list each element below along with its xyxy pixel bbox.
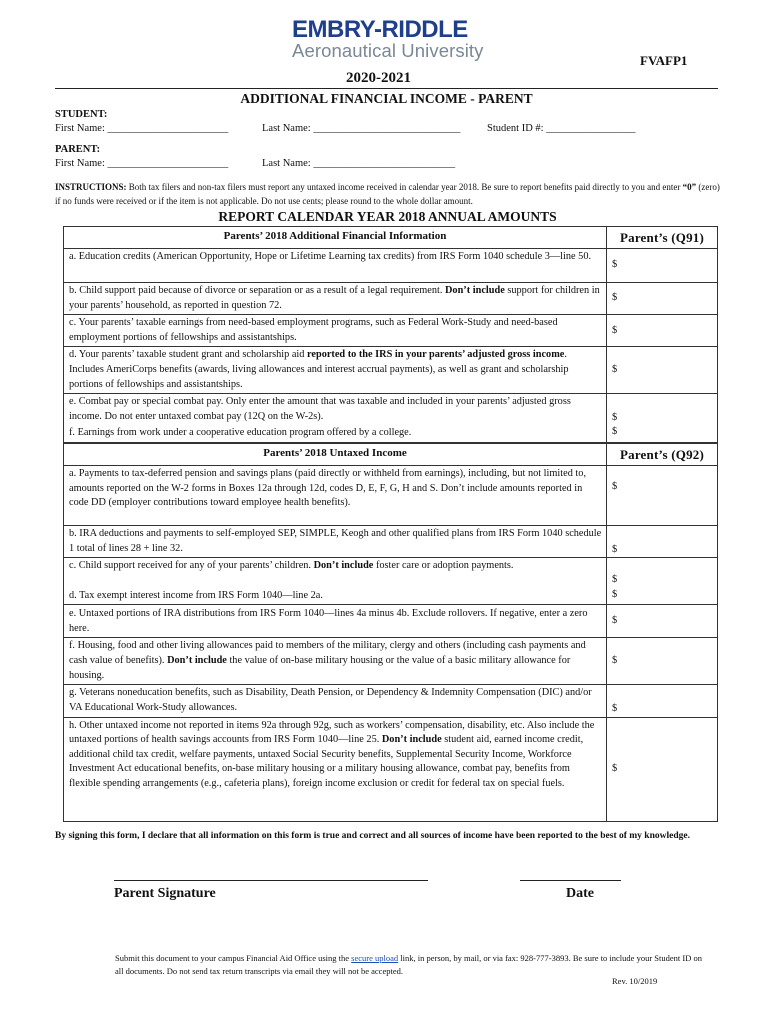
q91f-description: f. Earnings from work under a cooperative education program offered by a college. [64, 425, 607, 442]
table-row [64, 717, 718, 821]
q91d-text: d. Your parents’ taxable student grant and scholarship aid [69, 349, 308, 361]
instructions-zero: “0” [682, 182, 697, 192]
secure-upload-link[interactable]: secure upload [351, 953, 399, 963]
instructions [55, 181, 720, 209]
table-row [64, 282, 718, 314]
q92c-text-cont: foster care or adoption payments. [373, 560, 514, 572]
table-row [64, 685, 718, 717]
q92h-description [64, 717, 607, 821]
q92f-description [64, 638, 607, 685]
table-row [64, 525, 718, 557]
parent-heading: PARENT: [55, 144, 101, 155]
q92a-amount-field[interactable] [607, 465, 718, 525]
q92f-text: f. Housing, food and other living allowances paid to members of the military, clergy and others (including cash payments and cash value of benefits). [69, 640, 586, 667]
q92f-amount-field[interactable] [607, 638, 718, 685]
footer-text: Submit this document to your campus Financial Aid Office using the [115, 953, 352, 963]
q92e-amount-field[interactable] [607, 605, 718, 638]
university-logo-subtitle: Aeronautical University [292, 40, 484, 61]
signature-label: Parent Signature [114, 886, 216, 901]
date-label: Date [566, 886, 594, 901]
q92h-amount-field[interactable] [607, 717, 718, 821]
q92c-emphasis: Don’t include [313, 560, 374, 572]
q92d-amount-field[interactable] [607, 588, 718, 605]
footer-text-cont: link, in person, by mail, or via fax: 928-777-3893. Be sure to include your Student ID on all documents. Do not send tax return transcripts via email they will not be accepted. [115, 953, 702, 976]
award-year: 2020-2021 [346, 70, 411, 86]
student-first-name-field[interactable]: First Name: _______________________ [55, 123, 229, 134]
table2-header: Parents’ 2018 Untaxed Income [64, 444, 607, 466]
table-row [64, 465, 718, 525]
declaration-statement: By signing this form, I declare that all information on this form is true and correct and all sources of income have been reported to the best of my knowledge. [55, 831, 690, 841]
dollar-sign: $ [612, 655, 618, 667]
q92a-description: a. Payments to tax-deferred pension and savings plans (paid directly or withheld from earnings), including, but not limited to, amounts reported on the W-2 forms in Boxes 12a through 12d, codes D, E, F, G, H and S. Don’t include amounts reported in code DD (employer contributions toward employee health benefits). [64, 465, 607, 525]
submission-instructions [115, 952, 705, 978]
q91c-description: c. Your parents’ taxable earnings from need-based employment programs, such as Federal Work-Study and need-based employment portions of fellowships and assistantships. [64, 315, 607, 347]
student-heading: STUDENT: [55, 109, 108, 120]
q92h-emphasis: Don’t include [381, 734, 442, 746]
q91d-emphasis: reported to the IRS in your parents’ adjusted gross income [307, 349, 565, 361]
q91b-text-cont: support for children in your parents’ household, as reported in question 72. [69, 284, 600, 311]
dollar-sign: $ [612, 762, 618, 774]
dollar-sign: $ [612, 324, 618, 336]
q91b-amount-field[interactable] [607, 282, 718, 314]
q91b-text: b. Child support paid because of divorce or separation or as a result of a legal requirement. [69, 284, 445, 296]
date-line[interactable] [520, 880, 621, 881]
student-last-name-field[interactable]: Last Name: ____________________________ [262, 123, 461, 134]
dollar-sign: $ [612, 364, 618, 376]
table-row [64, 248, 718, 282]
header-divider [55, 88, 718, 89]
revision-date: Rev. 10/2019 [612, 976, 658, 986]
q92c-description [64, 558, 607, 588]
dollar-sign: $ [612, 259, 618, 271]
dollar-sign: $ [612, 480, 618, 492]
q92b-amount-field[interactable] [607, 525, 718, 557]
table2-amount-header: Parent’s (Q92) [607, 444, 718, 466]
table-row [64, 315, 718, 347]
table1-amount-header: Parent’s (Q91) [607, 227, 718, 249]
q91d-description [64, 347, 607, 394]
signature-line[interactable] [114, 880, 428, 881]
q92g-description: g. Veterans noneducation benefits, such as Disability, Death Pension, or Dependency & Indemnity Compensation (DIC) and/or VA Educational Work-Study allowances. [64, 685, 607, 717]
instructions-text: Both tax filers and non-tax filers must report any untaxed income received in calendar year 2018. Be sure to report benefits paid directly to you and enter [126, 182, 683, 192]
q92c-amount-field[interactable] [607, 558, 718, 588]
q92f-text-cont: the value of on-base military housing or the value of a basic military allowance for housing. [69, 655, 571, 681]
dollar-sign: $ [612, 702, 618, 714]
q92d-description: d. Tax exempt interest income from IRS Form 1040—line 2a. [64, 588, 607, 605]
dollar-sign: $ [612, 411, 618, 423]
q92b-description: b. IRA deductions and payments to self-employed SEP, SIMPLE, Keogh and other qualified plans from IRS Form 1040 schedule 1 total of lines 28 + line 32. [64, 525, 607, 557]
q91c-amount-field[interactable] [607, 315, 718, 347]
dollar-sign: $ [612, 588, 618, 600]
q92h-text: h. Other untaxed income not reported in items 92a through 92g, such as workers’ compensation, disability, etc. Also include the untaxed portions of health savings accounts from IRS Form 1040—line 25. [69, 719, 595, 746]
dollar-sign: $ [612, 543, 618, 555]
dollar-sign: $ [612, 292, 618, 304]
form-code: FVAFP1 [640, 53, 688, 68]
untaxed-income-table [63, 443, 718, 822]
additional-financial-info-table [63, 226, 718, 443]
q91d-amount-field[interactable] [607, 347, 718, 394]
dollar-sign: $ [612, 615, 618, 627]
instructions-label: INSTRUCTIONS: [55, 182, 127, 192]
table-row [64, 605, 718, 638]
dollar-sign: $ [612, 426, 618, 438]
q92f-emphasis: Don’t include [167, 655, 227, 667]
instructions-text-cont: (zero) if no funds were received or if the item is not applicable. Do not use cents; please round to the whole dollar amount. [55, 182, 720, 206]
q91f-amount-field[interactable] [607, 425, 718, 442]
q91b-emphasis: Don’t include [445, 284, 505, 296]
table-row [64, 588, 718, 605]
table-row [64, 425, 718, 442]
form-title: ADDITIONAL FINANCIAL INCOME - PARENT [240, 91, 533, 106]
q91a-amount-field[interactable] [607, 248, 718, 282]
q91d-text-cont: . Includes AmeriCorps benefits (awards, living allowances and interest accrual payments), as well as grant and scholarship portions of fellowships and assistantships. [69, 349, 569, 390]
report-heading: REPORT CALENDAR YEAR 2018 ANNUAL AMOUNTS [218, 209, 557, 224]
table1-header: Parents’ 2018 Additional Financial Information [64, 227, 607, 249]
q92g-amount-field[interactable] [607, 685, 718, 717]
table-row [64, 638, 718, 685]
dollar-sign: $ [612, 574, 618, 586]
q91a-description: a. Education credits (American Opportunity, Hope or Lifetime Learning tax credits) from IRS Form 1040 schedule 3—line 50. [64, 248, 607, 282]
parent-first-name-field[interactable]: First Name: _______________________ [55, 158, 229, 169]
q92h-text-cont: student aid, earned income credit, additional child tax credit, welfare payments, untaxed Social Security benefits, Supplemental Security Income, Workforce Investment Act educational benefits, on-base military housing or a military housing allowance, combat pay, benefits from flexible spending arrangements (e.g., cafeteria plans), foreign income exclusion or credit for federal tax on special fuels. [69, 734, 584, 789]
q92c-text: c. Child support received for any of your parents’ children. [69, 560, 314, 572]
table-row [64, 394, 718, 426]
parent-last-name-field[interactable]: Last Name: ___________________________ [262, 158, 456, 169]
university-logo: EMBRY-RIDDLE [292, 16, 468, 43]
student-id-field[interactable]: Student ID #: _________________ [487, 123, 636, 134]
q91b-description [64, 282, 607, 314]
table-row [64, 347, 718, 394]
q91e-amount-field[interactable] [607, 394, 718, 426]
q92e-description: e. Untaxed portions of IRA distributions from IRS Form 1040—lines 4a minus 4b. Exclude rollovers. If negative, enter a zero here. [64, 605, 607, 638]
q91e-description: e. Combat pay or special combat pay. Only enter the amount that was taxable and included in your parents’ adjusted gross income. Do not enter untaxed combat pay (12Q on the W-2s). [64, 394, 607, 426]
table-row [64, 558, 718, 588]
